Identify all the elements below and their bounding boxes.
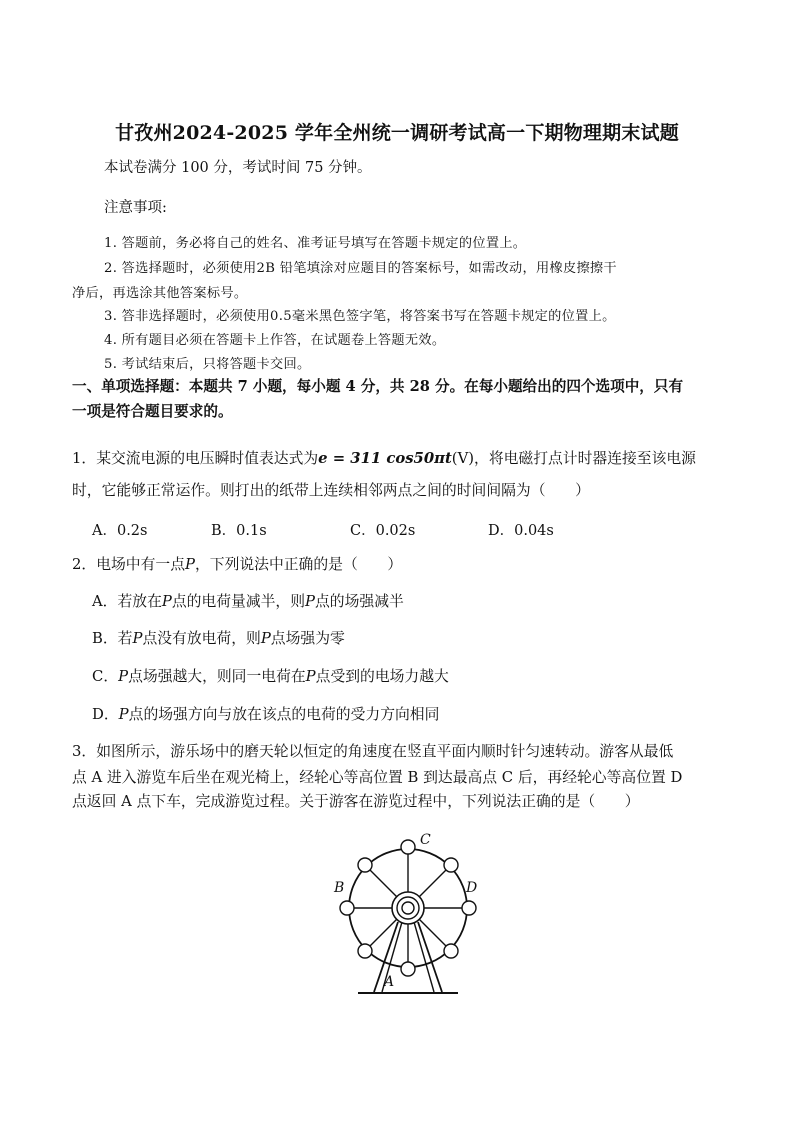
question-1-stem: 1．某交流电源的电压瞬时值表达式为e = 311 cos50πt(V)，将电磁打点计时器连接至该电源 (72, 450, 696, 467)
notice-heading: 注意事项: (104, 200, 167, 216)
question-2-stem: 2．电场中有一点P，下列说法中正确的是（ ） (72, 556, 403, 573)
q2-option-c: C．P点场强越大，则同一电荷在P点受到的电场力越大 (92, 668, 449, 685)
section-heading: 一、单项选择题：本题共 7 小题，每小题 4 分，共 28 分。在每小题给出的四个选项中，只有 (72, 378, 684, 395)
notice-item: 3. 答非选择题时，必须使用0.5毫米黑色签字笔，将答案书写在答题卡规定的位置上。 (104, 309, 616, 324)
ferris-wheel-figure (328, 826, 488, 1004)
q1-option-b: B．0.1s (211, 523, 267, 539)
notice-item: 5. 考试结束后，只将答题卡交回。 (104, 357, 311, 372)
section-heading-cont: 一项是符合题目要求的。 (72, 403, 233, 420)
ferris-wheel-diagram (328, 826, 488, 1004)
notice-item: 1. 答题前，务必将自己的姓名、准考证号填写在答题卡规定的位置上。 (104, 236, 527, 251)
point-b-label: B (334, 880, 345, 896)
exam-title: 甘孜州2024-2025 学年全州统一调研考试高一下期物理期末试题 (115, 122, 679, 144)
question-3-stem-cont: 点返回 A 点下车，完成游览过程。关于游客在游览过程中，下列说法正确的是（ ） (72, 793, 640, 810)
point-a-label: A (384, 974, 395, 990)
q1-option-d: D．0.04s (488, 523, 554, 539)
q2-option-b: B．若P点没有放电荷，则P点场强为零 (92, 630, 345, 647)
question-3-stem-cont: 点 A 进入游览车后坐在观光椅上，经轮心等高位置 B 到达最高点 C 后，再经轮心等高位置 D (72, 769, 683, 786)
exam-intro: 本试卷满分 100 分，考试时间 75 分钟。 (104, 160, 372, 176)
q1-option-c: C．0.02s (350, 523, 416, 539)
question-3-stem: 3．如图所示，游乐场中的磨天轮以恒定的角速度在竖直平面内顺时针匀速转动。游客从最低 (72, 743, 674, 760)
voltage-formula: e = 311 cos50πt (318, 450, 452, 467)
notice-item: 2. 答选择题时，必须使用2B 铅笔填涂对应题目的答案标号，如需改动，用橡皮擦擦干 (104, 261, 617, 276)
q2-option-a: A．若放在P点的电荷量减半，则P点的场强减半 (92, 593, 404, 610)
question-1-stem-cont: 时，它能够正常运作。则打出的纸带上连续相邻两点之间的时间间隔为（ ） (72, 482, 590, 499)
point-d-label: D (466, 880, 478, 896)
notice-item: 4. 所有题目必须在答题卡上作答，在试题卷上答题无效。 (104, 333, 446, 348)
notice-item: 净后，再选涂其他答案标号。 (72, 286, 248, 301)
q1-option-a: A．0.2s (92, 523, 148, 539)
q2-option-d: D．P点的场强方向与放在该点的电荷的受力方向相同 (92, 706, 440, 723)
point-c-label: C (420, 832, 431, 848)
